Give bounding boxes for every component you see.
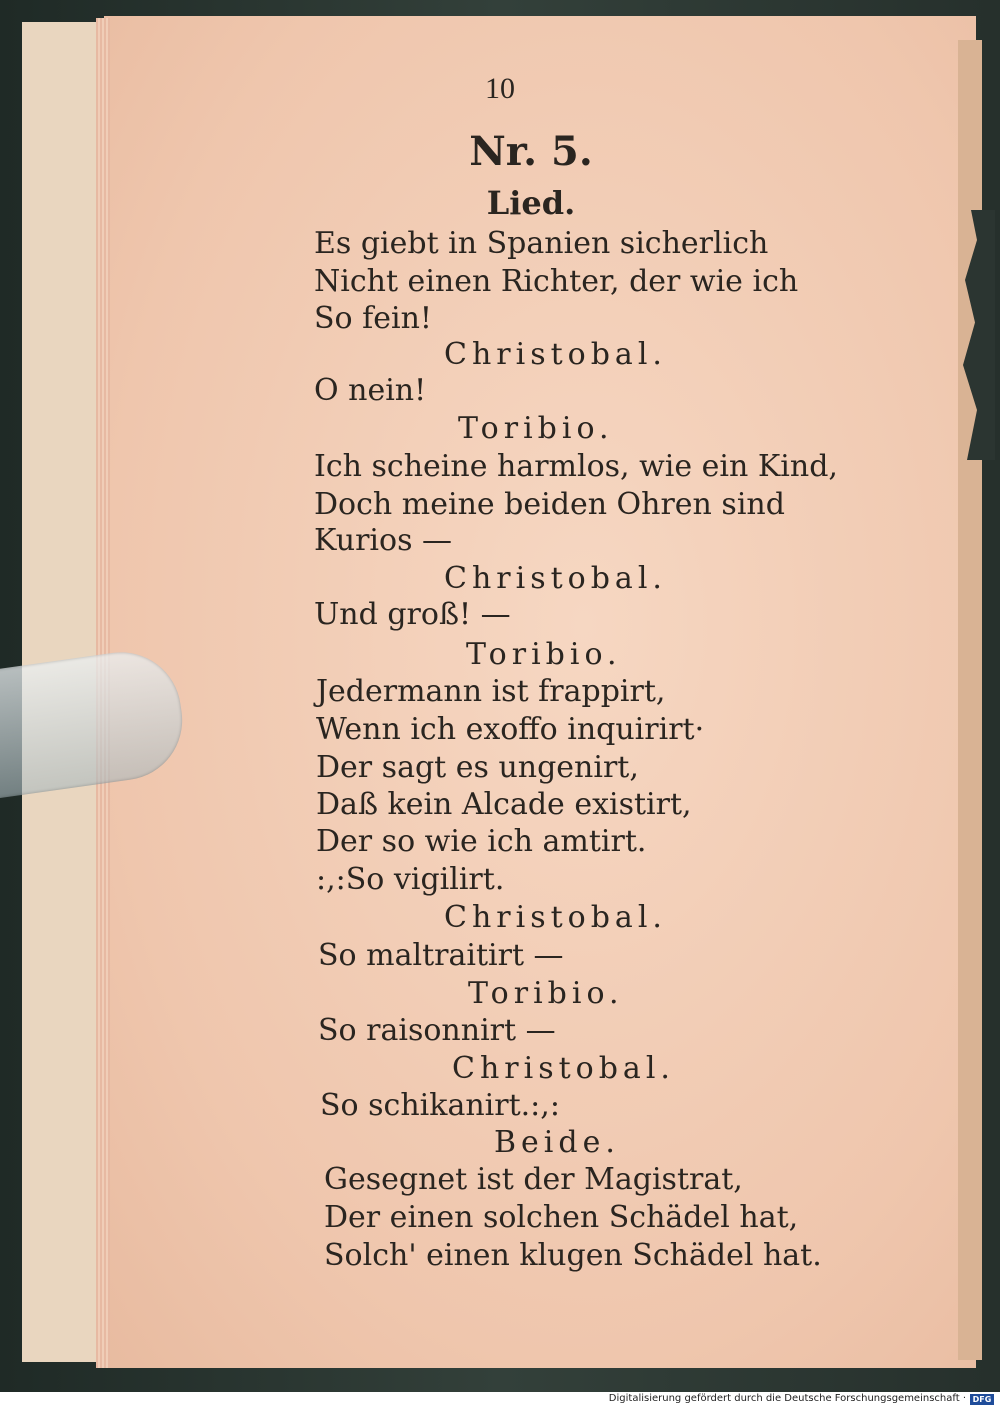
verse-line: Kurios — — [314, 523, 453, 558]
verse-line: So raisonnirt — — [318, 1013, 556, 1048]
verse-line: Es giebt in Spanien sicherlich — [314, 226, 769, 261]
verse-line: Wenn ich exoffo inquirirt· — [316, 712, 705, 747]
verse-line: Der einen solchen Schädel hat, — [324, 1200, 799, 1235]
verse-line: O nein! — [314, 373, 427, 408]
section-subheading: Lied. — [486, 184, 576, 222]
speaker-label: Christobal. — [444, 337, 667, 372]
dfg-logo-icon: DFG — [970, 1394, 994, 1405]
section-heading: Nr. 5. — [469, 128, 593, 175]
speaker-label: Beide. — [494, 1125, 620, 1160]
page-number: 10 — [485, 72, 515, 105]
verse-line: So schikanirt.:,: — [320, 1088, 560, 1123]
verse-line: Jedermann ist frappirt, — [316, 674, 666, 709]
speaker-label: Christobal. — [444, 900, 667, 935]
verse-line: Nicht einen Richter, der wie ich — [314, 264, 799, 299]
speaker-label: Christobal. — [444, 561, 667, 596]
verse-line: Der so wie ich amtirt. — [316, 824, 647, 859]
verse-line: So fein! — [314, 301, 432, 336]
footer-credit: Digitalisierung gefördert durch die Deutsche Forschungsgemeinschaft · — [608, 1393, 966, 1404]
verse-line: Der sagt es ungenirt, — [316, 750, 639, 785]
speaker-label: Toribio. — [458, 411, 614, 446]
verse-line: So maltraitirt — — [318, 938, 564, 973]
verse-line: Und groß! — — [314, 597, 511, 632]
speaker-label: Toribio. — [468, 976, 624, 1011]
verse-line: Gesegnet ist der Magistrat, — [324, 1162, 743, 1197]
verse-line: :,:So vigilirt. — [316, 862, 505, 897]
speaker-label: Toribio. — [466, 637, 622, 672]
verse-line: Ich scheine harmlos, wie ein Kind, — [314, 449, 838, 484]
verse-line: Doch meine beiden Ohren sind — [314, 487, 785, 522]
speaker-label: Christobal. — [452, 1051, 675, 1086]
verse-line: Daß kein Alcade existirt, — [316, 787, 692, 822]
verse-line: Solch' einen klugen Schädel hat. — [324, 1238, 822, 1273]
